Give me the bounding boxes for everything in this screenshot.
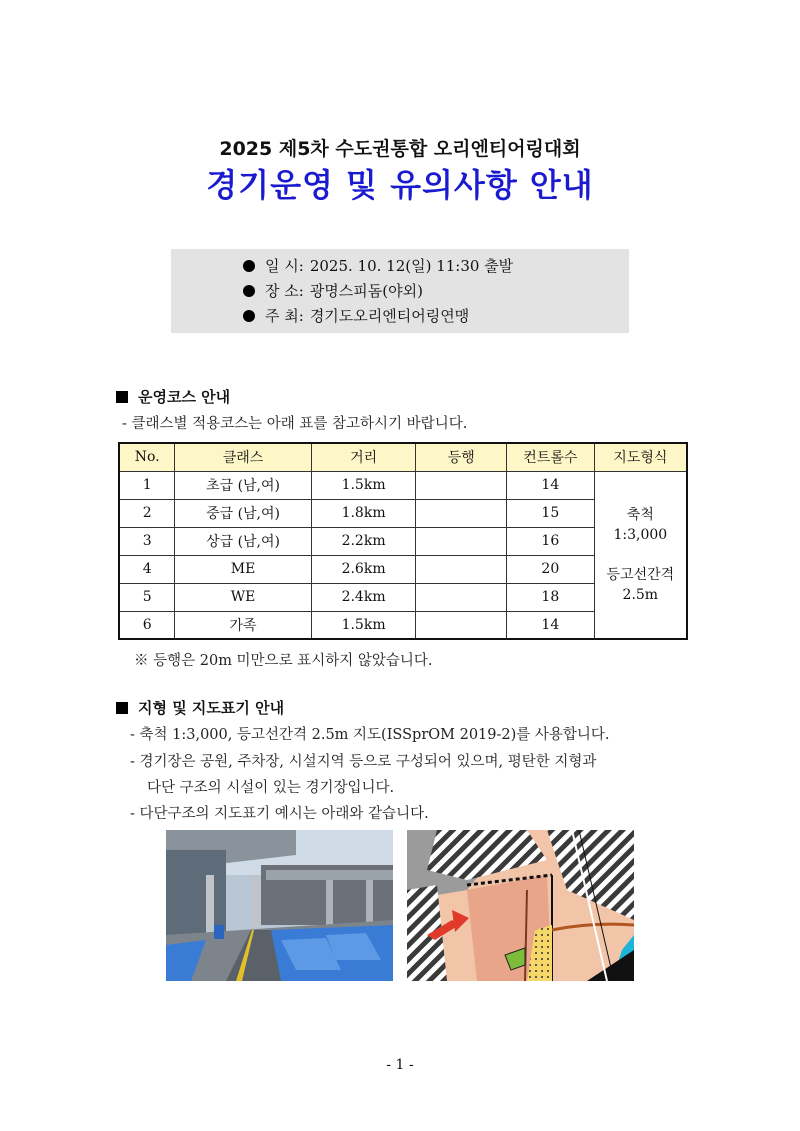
info-venue: 장 소: 광명스피돔(야외) <box>243 280 423 302</box>
col-header-map-format: 지도형식 <box>594 443 687 471</box>
page-title: 경기운영 및 유의사항 안내 <box>206 166 594 204</box>
terrain-line-2: - 경기장은 공원, 주차장, 시설지역 등으로 구성되어 있으며, 평탄한 지형과 <box>130 754 597 770</box>
table-header-row <box>119 443 687 471</box>
col-header-climb: 등행 <box>416 443 507 471</box>
table-row: 1 초급 (남,여) 1.5km 14 축척 1:3,000 등고선간격 2.5m <box>119 471 687 499</box>
page-number: - 1 - <box>386 1057 414 1073</box>
table-row: 6 가족 1.5km 14 <box>119 611 687 639</box>
map-format-cell: 축척 1:3,000 등고선간격 2.5m <box>594 471 687 639</box>
course-table <box>118 442 688 640</box>
col-header-no: No. <box>119 443 175 471</box>
terrain-section-heading: 지형 및 지도표기 안내 <box>116 697 284 718</box>
square-bullet-icon <box>116 702 128 714</box>
event-subtitle: 2025 제5차 수도권통합 오리엔티어링대회 <box>219 138 581 160</box>
table-row: 4 ME 2.6km 20 <box>119 555 687 583</box>
col-header-controls: 컨트롤수 <box>507 443 595 471</box>
bullet-icon <box>243 310 255 322</box>
col-header-distance: 거리 <box>311 443 416 471</box>
course-intro: - 클래스별 적용코스는 아래 표를 참고하시기 바랍니다. <box>122 416 468 432</box>
bullet-icon <box>243 260 255 272</box>
venue-photo <box>166 830 393 981</box>
event-info-box <box>171 249 629 333</box>
col-header-class: 클래스 <box>175 443 311 471</box>
table-row: 3 상급 (남,여) 2.2km 16 <box>119 527 687 555</box>
bullet-icon <box>243 285 255 297</box>
terrain-line-4: - 다단구조의 지도표기 예시는 아래와 같습니다. <box>130 806 429 822</box>
info-organizer: 주 최: 경기도오리엔티어링연맹 <box>243 305 469 327</box>
course-section-heading: 운영코스 안내 <box>116 386 230 407</box>
table-row: 2 중급 (남,여) 1.8km 15 <box>119 499 687 527</box>
orienteering-map-example <box>407 830 634 981</box>
info-date: 일 시: 2025. 10. 12(일) 11:30 출발 <box>243 255 513 277</box>
terrain-line-3: 다단 구조의 시설이 있는 경기장입니다. <box>147 780 395 796</box>
climb-note: ※ 등행은 20m 미만으로 표시하지 않았습니다. <box>134 653 433 669</box>
table-row: 5 WE 2.4km 18 <box>119 583 687 611</box>
square-bullet-icon <box>116 391 128 403</box>
terrain-line-1: - 축척 1:3,000, 등고선간격 2.5m 지도(ISSprOM 2019-2)를 사용합니다. <box>130 727 610 743</box>
